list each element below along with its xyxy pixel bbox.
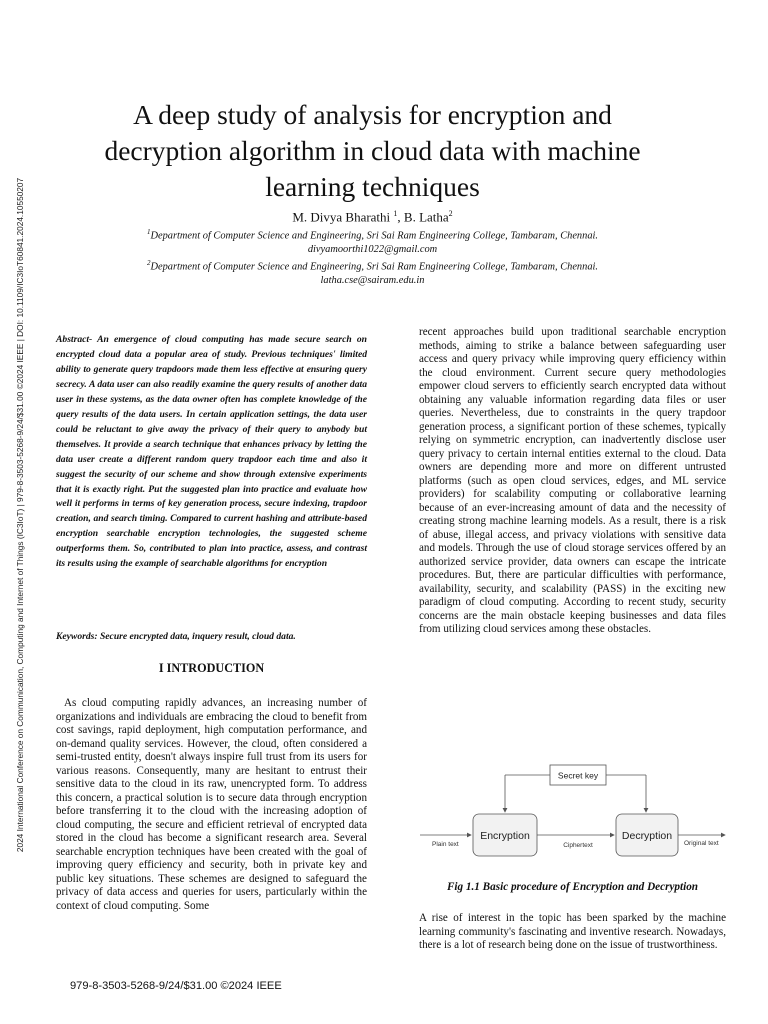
intro-paragraph: As cloud computing rapidly advances, an increasing number of organizations and individuals are embracing the cloud to benefit from cost savings, rapid deployment, high computation performance, and on-demand quality services. However, the cloud, often considered a semi-trusted entity, doesn't always inspire full trust from its users for various reasons. Consequently, many are hesitant to entrust their sensitive data to the cloud in its raw, unencrypted form. To address this concern, a practical solution is to secure data through encryption before transferring it to the cloud with the increasing adoption of cloud computing, the secure and efficient retrieval of encrypted data stored in the cloud has become a significant research area. Several searchable encryption techniques have been created with the goal of improving query efficiency and security, both in private key and public key situations. These schemes are designed to safeguard the privacy of data access and queries for users, particularly within the context of cloud computing. Some <box>56 697 367 912</box>
affiliation-1-text: Department of Computer Science and Engineering, Sri Sai Ram Engineering College, Tambaram, Chennai. <box>150 230 599 242</box>
ciphertext-label: Ciphertext <box>563 842 593 849</box>
section-heading-introduction: I INTRODUCTION <box>158 661 265 675</box>
original-text-label: Original text <box>684 840 719 847</box>
author-line <box>200 206 545 225</box>
affiliation-1-superscript: 1 <box>146 228 151 236</box>
author-2: , B. Latha <box>397 209 449 225</box>
affiliation-1-email: divyamoorthi1022@gmail.com <box>307 244 438 256</box>
author-1: M. Divya Bharathi <box>292 209 394 225</box>
affiliation-2-email: latha.cse@sairam.edu.in <box>320 275 425 287</box>
right-column-paragraph-2: A rise of interest in the topic has been sparked by the machine learning community's fascinating and inventive research. Nowadays, there is a lot of research being done on the issue of trustworthiness. <box>419 912 726 951</box>
encryption-diagram <box>420 760 726 870</box>
author-1-superscript: 1 <box>393 209 398 218</box>
abstract: Abstract- An emergence of cloud computing has made secure search on encrypted cloud data a popular area of study. Previous techniques' limited ability to generate query trapdoors made them less effective at ensuring query secrecy. A data user can also readily examine the query results of another data user in these systems, as the data owner often has complete knowledge of the query results of the data users. In certain application settings, the data user could be reluctant to give away the privacy of their query to anybody but themselves. It provide a search technique that enhances privacy by letting the data user create a different random query trapdoor each time and also it suggest the security of our scheme and show through extensive experiments that it is exactly right. Put the suggested plan into practice and evaluate how well it performs in terms of key generation process, secure indexing, trapdoor creation, and search timing. Compared to current hashing and attribute-based encryption searchable encryption technologies, the suggested scheme outperforms them. So, contributed to plan into practice, assess, and contrast its results using the example of searchable algorithms for encryption <box>56 334 367 570</box>
encryption-label: Encryption <box>480 830 530 842</box>
secret-key-label: Secret key <box>557 770 599 781</box>
affiliation-1 <box>100 225 645 257</box>
footer-copyright: 979-8-3503-5268-9/24/$31.00 ©2024 IEEE <box>70 980 282 992</box>
figure-caption: Fig 1.1 Basic procedure of Encryption and Decryption <box>446 881 699 893</box>
conference-doi-text: 2024 International Conference on Communication, Computing and Internet of Things (IC3IoT) | 979-8-3503-5268-9/24/$31.00 ©2024 IEEE | DOI: 10.1109/IC3IoT60841.2024.10550207 <box>15 177 25 853</box>
right-column-paragraph: recent approaches build upon traditional searchable encryption methods, aiming to strike a balance between safeguarding user access and query privacy while improving query efficiency within the cloud environment. Current secure query methodologies empower cloud servers to efficiently search encrypted data without obtaining any valuable information regarding data files or user queries. Nevertheless, due to constraints in the query trapdoor generation process, a significant portion of these schemes, typically relying on symmetric encryption, can inadvertently disclose user query privacy to certain internal entities external to the cloud. Data owners are depending more and more on different untrusted platforms (such as open cloud services, edges, and ML service providers) for scalability computing or collaborative learning because of an ever-increasing amount of data and the necessity of creating strong machine learning models. As a result, there is a risk of abuse, illegal access, and privacy violations with sensitive data and models. Through the use of cloud storage services offered by an authorized service provider, data owners can escape the intricate procedures. But, there are particular difficulties with performance, availability, security, and scalability (PASS) in the exciting new paradigm of cloud computing. According to recent study, security concerns are the main obstacle keeping businesses and data files from utilizing cloud services among these obstacles. <box>419 326 726 635</box>
decryption-label: Decryption <box>621 830 673 842</box>
affiliation-2 <box>100 256 645 288</box>
keywords: Keywords: Secure encrypted data, inquery result, cloud data. <box>56 631 296 642</box>
affiliation-2-superscript: 2 <box>146 259 151 267</box>
author-2-superscript: 2 <box>448 209 453 218</box>
doi-sidebar <box>6 125 26 905</box>
paper-title: A deep study of analysis for encryption and decryption algorithm in cloud data with machine learning techniques <box>104 99 641 202</box>
affiliation-2-text: Department of Computer Science and Engineering, Sri Sai Ram Engineering College, Tambaram, Chennai. <box>150 261 599 273</box>
plain-text-label: Plain text <box>432 841 459 848</box>
